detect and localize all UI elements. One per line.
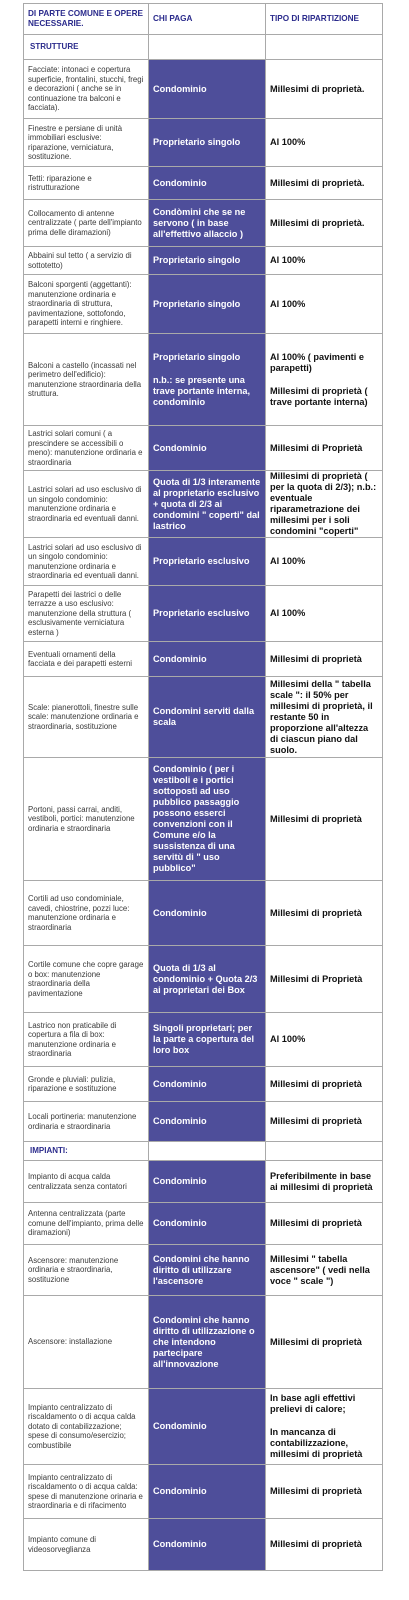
cell-parte: Locali portineria: manutenzione ordinaria e straordinaria bbox=[24, 1102, 149, 1142]
cell-parte: Gronde e pluviali: pulizia, riparazione e sostituzione bbox=[24, 1067, 149, 1102]
table-row bbox=[24, 247, 383, 275]
cell-chi-paga: Condominio bbox=[149, 1389, 266, 1465]
table-row bbox=[24, 200, 383, 247]
cell-chi-paga: Proprietario singolo bbox=[149, 247, 266, 275]
cell-chi-paga: Condominio bbox=[149, 167, 266, 200]
cell-parte: Abbaini sul tetto ( a servizio di sottotetto) bbox=[24, 247, 149, 275]
header-col-ripartizione: TIPO DI RIPARTIZIONE bbox=[266, 4, 383, 35]
cell-ripartizione: Al 100% bbox=[266, 119, 383, 167]
cell-chi-paga: Condomini serviti dalla scala bbox=[149, 677, 266, 758]
cell-chi-paga: Condominio bbox=[149, 1161, 266, 1203]
cell-chi-paga: Condominio bbox=[149, 426, 266, 471]
cell-parte: Impianto centralizzato di riscaldamento o di acqua calda: spese di manutenzione orinaria e straordinaria e di rifacimento bbox=[24, 1465, 149, 1519]
cell-ripartizione: Millesimi di proprietà bbox=[266, 1203, 383, 1245]
cell-chi-paga: Quota di 1/3 al condominio + Quota 2/3 ai proprietari dei Box bbox=[149, 946, 266, 1013]
table-row bbox=[24, 1067, 383, 1102]
cell-ripartizione: Millesimi di proprietà bbox=[266, 1465, 383, 1519]
section-row-strutture bbox=[24, 35, 383, 60]
cell-parte: Eventuali ornamenti della facciata e dei parapetti esterni bbox=[24, 642, 149, 677]
cell-ripartizione: Al 100% bbox=[266, 275, 383, 334]
cell-ripartizione: Millesimi di proprietà. bbox=[266, 167, 383, 200]
table-row bbox=[24, 426, 383, 471]
cell-ripartizione: Millesimi della " tabella scale ": il 50% per millesimi di proprietà, il restante 50 in proporzione all'altezza di ciascun piano dal suolo. bbox=[266, 677, 383, 758]
cell-ripartizione: Al 100% bbox=[266, 247, 383, 275]
cell-ripartizione: Preferibilmente in base ai millesimi di proprietà bbox=[266, 1161, 383, 1203]
cell-ripartizione: Millesimi di proprietà ( per la quota di 2/3); n.b.: eventuale riparametrazione dei millesimi per i soli condomini "coperti" bbox=[266, 471, 383, 538]
section-title-impianti: IMPIANTI: bbox=[24, 1142, 149, 1161]
table-row bbox=[24, 677, 383, 758]
cell-ripartizione: Millesimi di proprietà bbox=[266, 1296, 383, 1389]
table-row bbox=[24, 1102, 383, 1142]
table-row bbox=[24, 60, 383, 119]
table-row bbox=[24, 334, 383, 426]
table-row bbox=[24, 881, 383, 946]
table-row bbox=[24, 1519, 383, 1571]
table-row bbox=[24, 946, 383, 1013]
table-row bbox=[24, 1245, 383, 1296]
cell-chi-paga: Condomini che hanno diritto di utilizzazione o che intendono partecipare all'innovazione bbox=[149, 1296, 266, 1389]
header-col-parte: DI PARTE COMUNE E OPERE NECESSARIE. bbox=[24, 4, 149, 35]
table-row bbox=[24, 586, 383, 642]
cell-ripartizione: Al 100% bbox=[266, 586, 383, 642]
cell-ripartizione: Millesimi di proprietà bbox=[266, 1067, 383, 1102]
section-title-strutture: STRUTTURE bbox=[24, 35, 149, 60]
cell-parte: Ascensore: installazione bbox=[24, 1296, 149, 1389]
table-header-row bbox=[24, 4, 383, 35]
cell-chi-paga: Proprietario singolo bbox=[149, 275, 266, 334]
cell-ripartizione: Millesimi di proprietà bbox=[266, 1519, 383, 1571]
cell-chi-paga: Condomini che hanno diritto di utilizzare l'ascensore bbox=[149, 1245, 266, 1296]
cell-chi-paga: Condominio bbox=[149, 1203, 266, 1245]
table-row bbox=[24, 119, 383, 167]
ripartizione-spese-table bbox=[23, 3, 383, 1571]
cell-parte: Portoni, passi carrai, anditi, vestiboli, portici: manutenzione ordinaria e straordinaria bbox=[24, 758, 149, 881]
cell-parte: Tetti: riparazione e ristrutturazione bbox=[24, 167, 149, 200]
cell-chi-paga bbox=[149, 334, 266, 426]
table-row bbox=[24, 642, 383, 677]
cell-chi-paga: Proprietario singolo bbox=[149, 119, 266, 167]
chi-paga-main: Proprietario singolo bbox=[153, 351, 241, 362]
cell-chi-paga: Condominio bbox=[149, 881, 266, 946]
cell-ripartizione: Al 100% bbox=[266, 538, 383, 586]
cell-chi-paga: Singoli proprietari; per la parte a copertura del loro box bbox=[149, 1013, 266, 1067]
cell-chi-paga: Condòmini che se ne servono ( in base all'effettivo allaccio ) bbox=[149, 200, 266, 247]
cell-chi-paga: Condominio bbox=[149, 642, 266, 677]
cell-parte: Lastrici solari comuni ( a prescindere se accessibili o meno): manutenzione ordinaria e straordinaria bbox=[24, 426, 149, 471]
table-row bbox=[24, 1296, 383, 1389]
cell-chi-paga: Condominio bbox=[149, 1102, 266, 1142]
header-col-chi-paga: CHI PAGA bbox=[149, 4, 266, 35]
table-row bbox=[24, 538, 383, 586]
cell-parte: Impianto centralizzato di riscaldamento o di acqua calda dotato di contabilizzazione; spese di consumo/esercizio; combustibile bbox=[24, 1389, 149, 1465]
cell-parte: Lastrico non praticabile di copertura a fila di box: manutenzione ordinaria e straordinaria bbox=[24, 1013, 149, 1067]
cell-chi-paga: Condominio bbox=[149, 1067, 266, 1102]
cell-ripartizione: Millesimi di proprietà bbox=[266, 642, 383, 677]
cell-parte: Balconi a castello (incassati nel perimetro dell'edificio): manutenzione straordinaria della struttura. bbox=[24, 334, 149, 426]
cell-chi-paga: Condominio bbox=[149, 1519, 266, 1571]
table-row bbox=[24, 1013, 383, 1067]
cell-ripartizione bbox=[266, 334, 383, 426]
ripartizione-main: Al 100% ( pavimenti e parapetti) bbox=[270, 351, 364, 373]
cell-ripartizione: Millesimi di Proprietà bbox=[266, 426, 383, 471]
table-row bbox=[24, 1465, 383, 1519]
table-row bbox=[24, 1161, 383, 1203]
cell-ripartizione: Millesimi di Proprietà bbox=[266, 946, 383, 1013]
cell-chi-paga: Proprietario esclusivo bbox=[149, 538, 266, 586]
cell-ripartizione: Millesimi " tabella ascensore" ( vedi nella voce " scale ") bbox=[266, 1245, 383, 1296]
cell-chi-paga: Proprietario esclusivo bbox=[149, 586, 266, 642]
table-row bbox=[24, 1203, 383, 1245]
table-row bbox=[24, 1389, 383, 1465]
cell-ripartizione: Al 100% bbox=[266, 1013, 383, 1067]
table-row bbox=[24, 471, 383, 538]
cell-parte: Impianto comune di videosorveglianza bbox=[24, 1519, 149, 1571]
cell-parte: Lastrici solari ad uso esclusivo di un singolo condominio: manutenzione ordinaria e straordinaria ed eventuali danni. bbox=[24, 538, 149, 586]
cell-chi-paga: Condominio bbox=[149, 60, 266, 119]
ripartizione-main: In base agli effettivi prelievi di calore; bbox=[270, 1393, 356, 1414]
cell-ripartizione: Millesimi di proprietà bbox=[266, 1102, 383, 1142]
cell-chi-paga: Quota di 1/3 interamente al proprietario esclusivo + quota di 2/3 ai condomini " coperti" dal lastrico bbox=[149, 471, 266, 538]
cell-parte: Balconi sporgenti (aggettanti): manutenzione ordinaria e straordinaria di struttura, pavimentazione, sottofondo, parapetti interni e ringhiere. bbox=[24, 275, 149, 334]
cell-parte: Antenna centralizzata (parte comune dell'impianto, prima delle diramazioni) bbox=[24, 1203, 149, 1245]
cell-parte: Impianto di acqua calda centralizzata senza contatori bbox=[24, 1161, 149, 1203]
cell-ripartizione: Millesimi di proprietà. bbox=[266, 60, 383, 119]
table-row bbox=[24, 167, 383, 200]
cell-parte: Facciate: intonaci e copertura superficie, frontalini, stucchi, fregi e decorazioni ( anche se in continuazione tra balconi e facciata). bbox=[24, 60, 149, 119]
cell-chi-paga: Condominio bbox=[149, 1465, 266, 1519]
ripartizione-note: Millesimi di proprietà ( trave portante interna) bbox=[270, 385, 368, 407]
cell-parte: Ascensore: manutenzione ordinaria e straordinaria, sostituzione bbox=[24, 1245, 149, 1296]
cell-ripartizione: Millesimi di proprietà. bbox=[266, 200, 383, 247]
table-row bbox=[24, 758, 383, 881]
cell-parte: Collocamento di antenne centralizzate ( parte dell'impianto prima delle diramazioni) bbox=[24, 200, 149, 247]
cell-ripartizione bbox=[266, 1389, 383, 1465]
cell-parte: Cortili ad uso condominiale, cavedi, chiostrine, pozzi luce: manutenzione ordinaria e straordinaria bbox=[24, 881, 149, 946]
cell-parte: Cortile comune che copre garage o box: manutenzione straordinaria della pavimentazione bbox=[24, 946, 149, 1013]
section-row-impianti bbox=[24, 1142, 383, 1161]
cell-parte: Lastrici solari ad uso esclusivo di un singolo condominio: manutenzione ordinaria e straordinaria ed eventuali danni. bbox=[24, 471, 149, 538]
cell-ripartizione: Millesimi di proprietà bbox=[266, 758, 383, 881]
table-row bbox=[24, 275, 383, 334]
cell-parte: Parapetti dei lastrici o delle terrazze a uso esclusivo: manutenzione della struttura ( esclusivamente verniciatura esterna ) bbox=[24, 586, 149, 642]
cell-parte: Finestre e persiane di unità immobiliari esclusive: riparazione, verniciatura, sostituzione. bbox=[24, 119, 149, 167]
chi-paga-note: n.b.: se presente una trave portante interna, condominio bbox=[153, 374, 251, 407]
cell-parte: Scale: pianerottoli, finestre sulle scale: manutenzione ordinaria e straordinaria, sostituzione bbox=[24, 677, 149, 758]
cell-ripartizione: Millesimi di proprietà bbox=[266, 881, 383, 946]
ripartizione-note: In mancanza di contabilizzazione, millesimi di proprietà bbox=[270, 1427, 363, 1459]
cell-chi-paga: Condominio ( per i vestiboli e i portici sottoposti ad uso pubblico passaggio possono esserci convenzioni con il Comune e/o la sussistenza di una servitù di " uso pubblico" bbox=[149, 758, 266, 881]
